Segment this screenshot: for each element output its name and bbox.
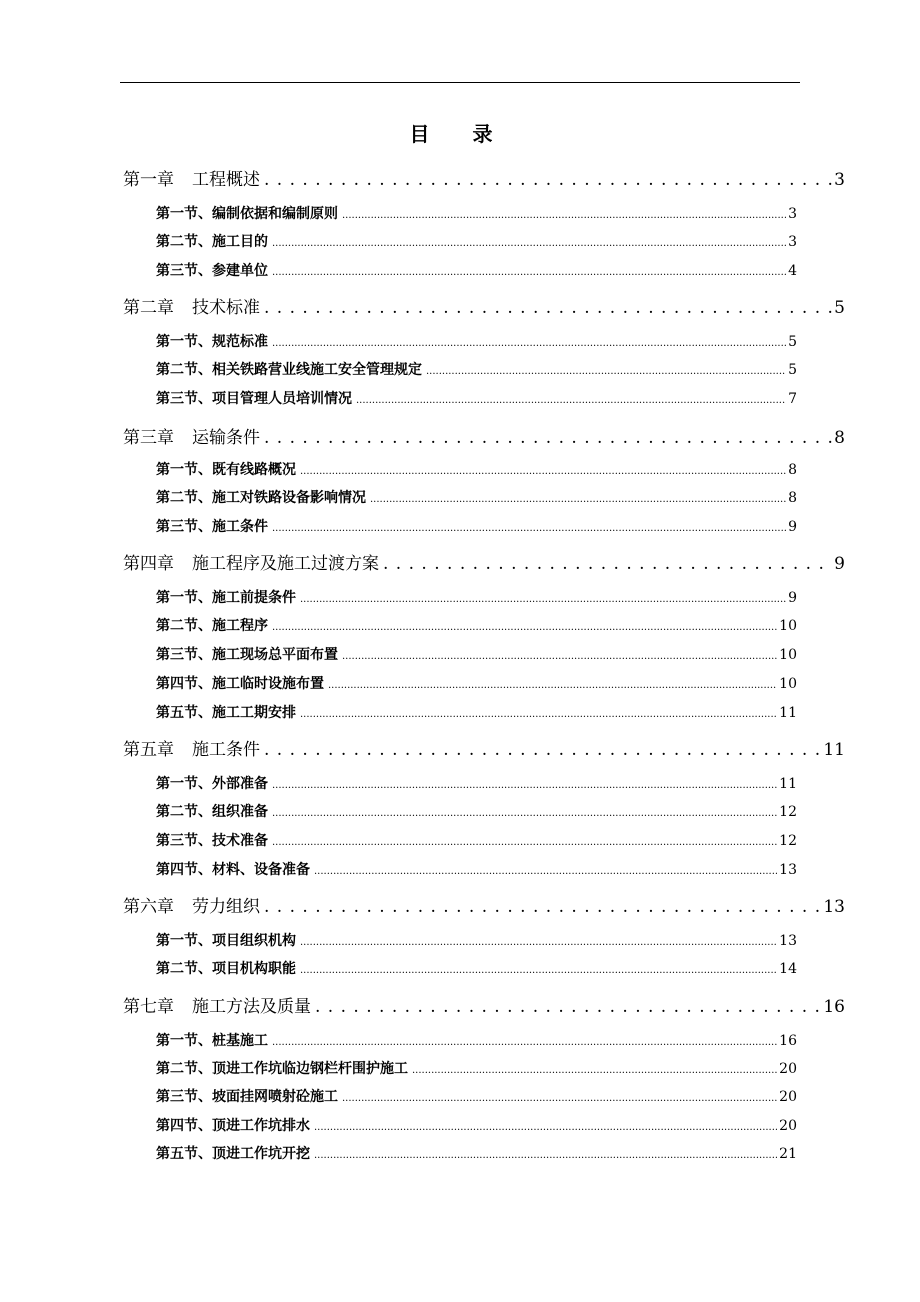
toc-section-entry[interactable] [156,1115,797,1135]
toc-chapter-entry[interactable] [123,293,845,318]
toc-section-entry[interactable] [156,615,797,635]
chapter-title: 技术标准 [192,298,260,318]
chapter-title: 工程概述 [192,170,260,190]
page-number: 14 [779,961,797,977]
toc-section-entry[interactable] [156,644,797,664]
page-number: 20 [779,1118,797,1134]
page-number: 12 [779,833,797,849]
section-title: 第二节、施工程序 [156,618,268,634]
chapter-number: 第六章 [123,897,174,917]
toc-section-entry[interactable] [156,1058,797,1078]
section-title: 第三节、施工条件 [156,519,268,535]
toc-chapter-entry[interactable] [123,992,845,1017]
dot-leader [300,933,777,949]
section-title: 第五节、顶进工作坑开挖 [156,1146,310,1162]
page-number: 8 [788,462,797,478]
toc-chapter-entry[interactable] [123,423,845,448]
toc-section-entry[interactable] [156,673,797,693]
page-number: 10 [779,618,797,634]
section-title: 第二节、项目机构职能 [156,961,296,977]
page-number: 4 [788,263,797,279]
toc-chapter-entry[interactable] [123,892,845,917]
page-number: 20 [779,1089,797,1105]
chapter-title: 运输条件 [192,428,260,448]
page-number: 8 [834,428,845,448]
dot-leader [370,490,786,506]
dot-leader [272,234,786,250]
page-number: 9 [788,519,797,535]
section-title: 第二节、顶进工作坑临边钢栏杆围护施工 [156,1061,408,1077]
section-title: 第四节、材料、设备准备 [156,862,310,878]
section-title: 第五节、施工工期安排 [156,705,296,721]
toc-section-entry[interactable] [156,487,797,507]
section-title: 第一节、编制依据和编制原则 [156,206,338,222]
section-title: 第三节、项目管理人员培训情况 [156,391,352,407]
section-title: 第一节、既有线路概况 [156,462,296,478]
dot-leader [412,1061,777,1077]
page-number: 3 [788,234,797,250]
page-number: 13 [779,862,797,878]
page-number: 10 [779,647,797,663]
chapter-number: 第二章 [123,298,174,318]
toc-section-entry[interactable] [156,773,797,793]
toc-chapter-entry[interactable] [123,735,845,760]
toc-section-entry[interactable] [156,830,797,850]
chapter-number: 第七章 [123,997,174,1017]
dot-leader [272,334,786,350]
page-number: 8 [788,490,797,506]
section-title: 第二节、相关铁路营业线施工安全管理规定 [156,362,422,378]
toc-section-entry[interactable] [156,930,797,950]
toc-section-entry[interactable] [156,702,797,722]
dot-leader [272,833,777,849]
dot-leader [383,554,832,574]
chapter-title: 劳力组织 [192,897,260,917]
dot-leader [264,897,821,917]
page-number: 16 [823,997,845,1017]
toc-section-entry[interactable] [156,359,797,379]
page-number: 13 [779,933,797,949]
section-title: 第一节、施工前提条件 [156,590,296,606]
section-title: 第一节、规范标准 [156,334,268,350]
dot-leader [272,618,777,634]
toc-chapter-entry[interactable] [123,165,845,190]
page-number: 5 [788,334,797,350]
dot-leader [328,676,777,692]
page-number: 10 [779,676,797,692]
dot-leader [272,776,777,792]
chapter-number: 第一章 [123,170,174,190]
toc-section-entry[interactable] [156,388,797,408]
page-number: 21 [779,1146,797,1162]
toc-section-entry[interactable] [156,516,797,536]
toc-section-entry[interactable] [156,203,797,223]
dot-leader [264,298,832,318]
toc-section-entry[interactable] [156,459,797,479]
chapter-number: 第五章 [123,740,174,760]
toc-section-entry[interactable] [156,231,797,251]
dot-leader [314,862,777,878]
dot-leader [300,462,786,478]
page-number: 9 [834,554,845,574]
section-title: 第三节、参建单位 [156,263,268,279]
section-title: 第二节、施工目的 [156,234,268,250]
section-title: 第一节、桩基施工 [156,1033,268,1049]
dot-leader [300,961,777,977]
section-title: 第一节、项目组织机构 [156,933,296,949]
toc-section-entry[interactable] [156,1143,797,1163]
page-number: 5 [834,298,845,318]
page-number: 7 [788,391,797,407]
dot-leader [426,362,786,378]
chapter-title: 施工条件 [192,740,260,760]
toc-section-entry[interactable] [156,859,797,879]
chapter-title: 施工方法及质量 [192,997,311,1017]
page-number: 13 [823,897,845,917]
section-title: 第四节、施工临时设施布置 [156,676,324,692]
dot-leader [356,391,786,407]
dot-leader [300,705,777,721]
page-number: 11 [779,776,797,792]
dot-leader [264,740,821,760]
section-title: 第四节、顶进工作坑排水 [156,1118,310,1134]
page-number: 5 [788,362,797,378]
dot-leader [314,1146,777,1162]
page-number: 20 [779,1061,797,1077]
page-number: 11 [779,705,797,721]
dot-leader [272,263,786,279]
section-title: 第二节、施工对铁路设备影响情况 [156,490,366,506]
dot-leader [314,1118,777,1134]
page-number: 3 [788,206,797,222]
dot-leader [272,1033,777,1049]
toc-section-entry[interactable] [156,260,797,280]
dot-leader [264,170,832,190]
toc-section-entry[interactable] [156,801,797,821]
toc-section-entry[interactable] [156,331,797,351]
toc-chapter-entry[interactable] [123,549,845,574]
page-title: 目 录 [409,122,511,146]
section-title: 第三节、技术准备 [156,833,268,849]
toc-section-entry[interactable] [156,958,797,978]
page-number: 11 [823,740,845,760]
dot-leader [342,1089,777,1105]
page-number: 9 [788,590,797,606]
page-number: 16 [779,1033,797,1049]
page-number: 12 [779,804,797,820]
dot-leader [315,997,821,1017]
dot-leader [342,647,777,663]
toc-section-entry[interactable] [156,1030,797,1050]
chapter-number: 第三章 [123,428,174,448]
chapter-title: 施工程序及施工过渡方案 [192,554,379,574]
section-title: 第一节、外部准备 [156,776,268,792]
section-title: 第三节、施工现场总平面布置 [156,647,338,663]
dot-leader [264,428,832,448]
page-number: 3 [834,170,845,190]
section-title: 第二节、组织准备 [156,804,268,820]
toc-section-entry[interactable] [156,587,797,607]
dot-leader [300,590,786,606]
toc-section-entry[interactable] [156,1086,797,1106]
chapter-number: 第四章 [123,554,174,574]
dot-leader [272,519,786,535]
dot-leader [272,804,777,820]
dot-leader [342,206,786,222]
section-title: 第三节、坡面挂网喷射砼施工 [156,1089,338,1105]
